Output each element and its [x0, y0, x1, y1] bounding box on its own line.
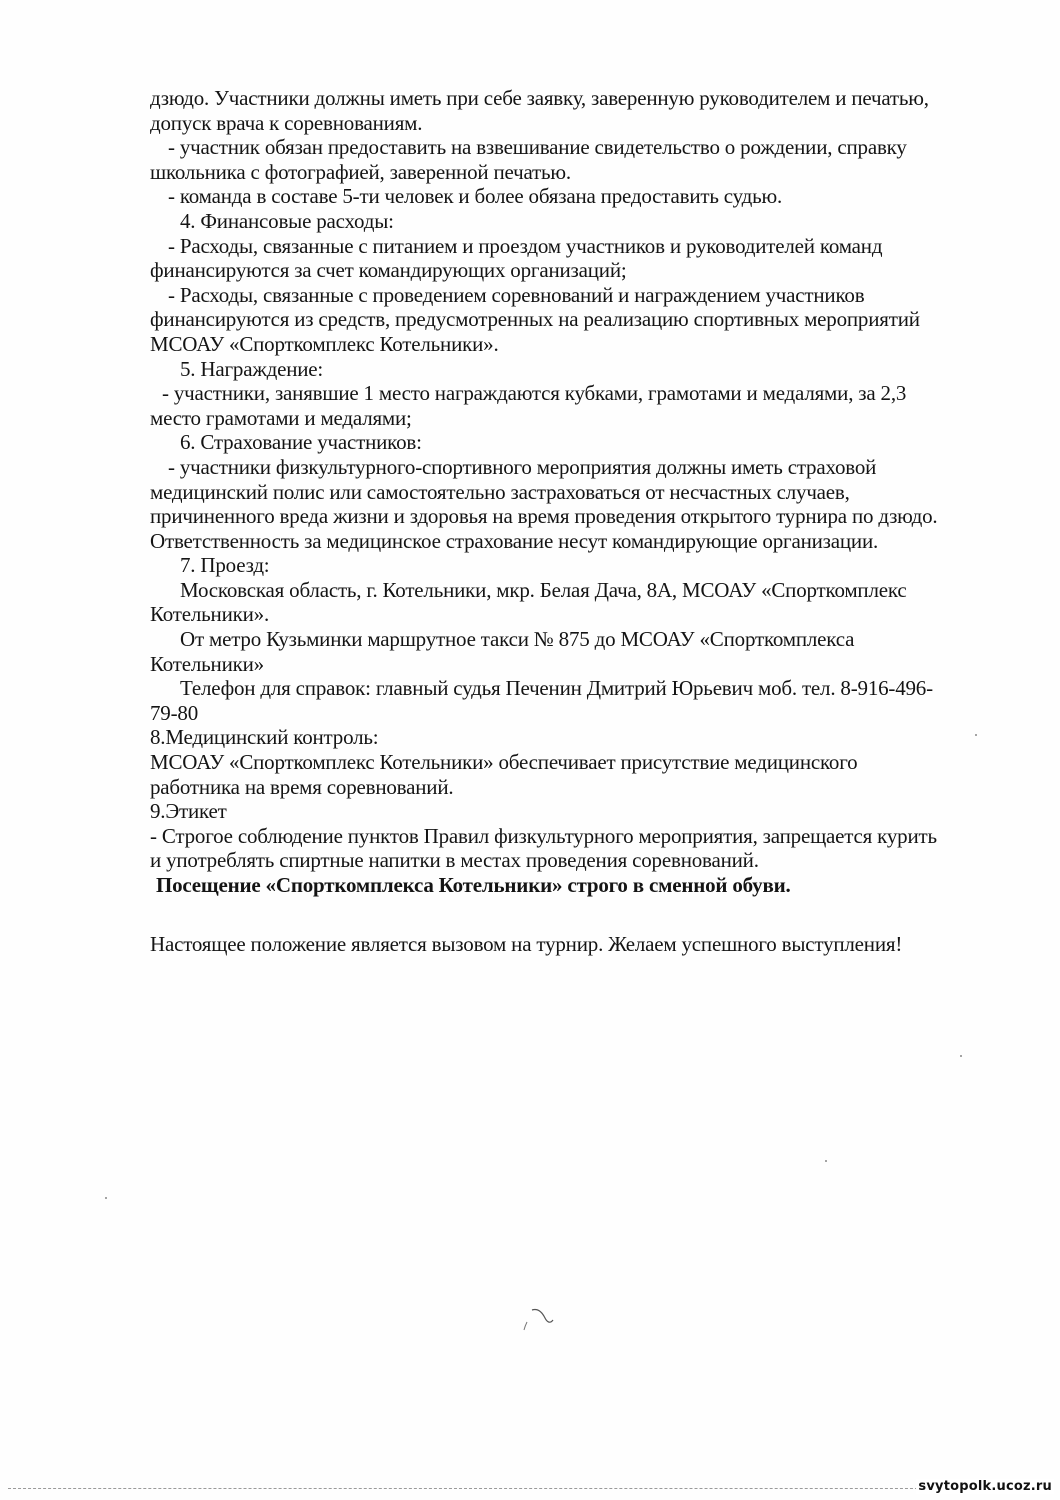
text-line: - участник обязан предоставить на взвешивание свидетельство о рождении, справку: [168, 135, 907, 160]
section-finance: [150, 209, 980, 357]
text-line: медицинский полис или самостоятельно застраховаться от несчастных случаев,: [150, 479, 850, 504]
section-heading: 9.Этикет: [150, 799, 227, 824]
scan-speck: [825, 1160, 827, 1162]
referee-paragraph: [150, 184, 980, 209]
section-travel: [150, 553, 980, 725]
text-line: МСОАУ «Спорткомплекс Котельники» обеспечивает присутствие медицинского: [150, 750, 858, 775]
closing-statement: Настоящее положение является вызовом на турнир. Желаем успешного выступления!: [150, 931, 903, 956]
spacer: [150, 898, 980, 922]
text-line: - Расходы, связанные с питанием и проездом участников и руководителей команд: [168, 233, 883, 258]
section-heading: 8.Медицинский контроль:: [150, 725, 379, 750]
text-line: причиненного вреда жизни и здоровья на время проведения открытого турнира по дзюдо.: [150, 504, 938, 529]
text-line: финансируются из средств, предусмотренных на реализацию спортивных мероприятий: [150, 307, 920, 332]
section-insurance: [150, 430, 980, 553]
section-medical: [150, 725, 980, 799]
section-heading: 5. Награждение:: [180, 356, 324, 381]
address-line: Московская область, г. Котельники, мкр. Белая Дача, 8А, МСОАУ «Спорткомплекс: [180, 577, 907, 602]
shoes-notice: Посещение «Спорткомплекса Котельники» строго в сменной обуви.: [156, 873, 791, 897]
section-heading: 4. Финансовые расходы:: [180, 208, 394, 233]
text-line: школьника с фотографией, заверенной печатью.: [150, 159, 571, 184]
scan-speck: [105, 1197, 107, 1199]
address-line: Котельники».: [150, 602, 270, 627]
section-heading: 7. Проезд:: [180, 553, 270, 578]
section-etiquette: [150, 799, 980, 897]
phone-line: 79-80: [150, 700, 198, 725]
text-line: - Строгое соблюдение пунктов Правил физкультурного мероприятия, запрещается курить: [150, 823, 937, 848]
text-line: - участники, занявшие 1 место награждаются кубками, грамотами и медалями, за 2,3: [162, 381, 907, 406]
weigh-in-paragraph: [150, 135, 980, 184]
text-line: место грамотами и медалями;: [150, 405, 412, 430]
text-line: допуск врача к соревнованиям.: [150, 110, 423, 135]
text-line: и употреблять спиртные напитки в местах проведения соревнований.: [150, 848, 759, 873]
text-line: МСОАУ «Спорткомплекс Котельники».: [150, 331, 499, 356]
intro-paragraph: [150, 86, 980, 135]
text-line: - команда в составе 5-ти человек и более обязана предоставить судью.: [168, 184, 783, 209]
text-line: Ответственность за медицинское страхование несут командирующие организации.: [150, 528, 879, 553]
text-line: финансируются за счет командирующих организаций;: [150, 258, 627, 283]
watermark: svytopolk.ucoz.ru: [918, 1479, 1052, 1494]
pen-mark-icon: [518, 1300, 568, 1340]
scan-speck: [975, 734, 977, 736]
text-line: работника на время соревнований.: [150, 774, 454, 799]
scan-speck: [960, 1055, 962, 1057]
section-heading: 6. Страхование участников:: [180, 430, 422, 455]
text-line: - Расходы, связанные с проведением соревнований и награждением участников: [168, 282, 865, 307]
phone-line: Телефон для справок: главный судья Печенин Дмитрий Юрьевич моб. тел. 8-916-496-: [180, 676, 933, 701]
page-edge-line: [8, 1488, 928, 1489]
text-line: - участники физкультурного-спортивного мероприятия должны иметь страховой: [168, 454, 877, 479]
document-body: [150, 86, 980, 956]
section-awards: [150, 357, 980, 431]
transport-line: Котельники»: [150, 651, 264, 676]
text-line: дзюдо. Участники должны иметь при себе заявку, заверенную руководителем и печатью,: [150, 86, 929, 110]
transport-line: От метро Кузьминки маршрутное такси № 875 до МСОАУ «Спорткомплекса: [180, 627, 855, 652]
